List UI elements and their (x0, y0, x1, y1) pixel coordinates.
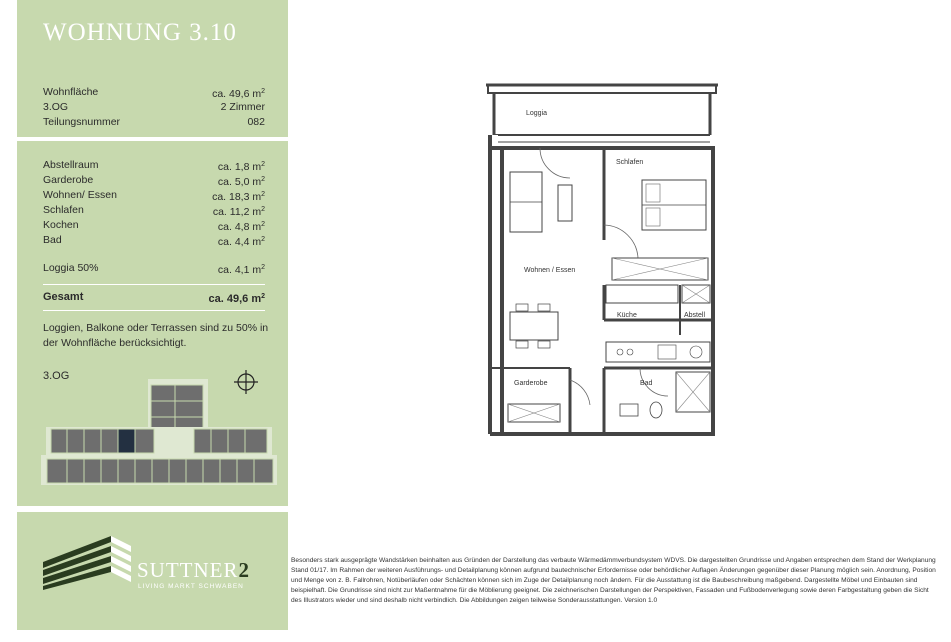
logo-panel (17, 512, 288, 630)
summary-value: 082 (247, 116, 265, 128)
loggia-note: Loggien, Balkone oder Terrassen sind zu 50% in der Wohnfläche berücksichtigt. (43, 322, 269, 349)
total-label: Gesamt (43, 291, 84, 303)
apartment-title: WOHNUNG 3.10 (43, 19, 237, 46)
total-row: Gesamt ca. 49,6 $m^2$ (43, 291, 265, 305)
room-value: ca. 4,8 m (217, 221, 262, 233)
apartment-summary-panel (17, 0, 288, 137)
total-value: ca. 49,6 m (208, 293, 262, 305)
room-row: Garderobe ca. 5,0 $m^2$ (43, 174, 265, 188)
plan-label-schlafen: Schlafen (616, 159, 644, 166)
room-label: Kochen (43, 219, 79, 231)
room-value: ca. 1,8 m (217, 161, 262, 173)
building-logo-icon (41, 532, 133, 590)
plan-label-garderobe: Garderobe (514, 380, 548, 387)
room-value: ca. 5,0 m (217, 176, 262, 188)
apartment-floor-plan (480, 80, 730, 440)
room-label: Garderobe (43, 174, 94, 186)
plan-label-bad: Bad (640, 380, 653, 387)
floor-label: 3.OG (43, 370, 70, 382)
highlighted-unit (118, 429, 135, 453)
room-row: Abstellraum ca. 1,8 $m^2$ (43, 159, 265, 173)
summary-value: 2 Zimmer (220, 101, 265, 113)
summary-label: Teilungsnummer (43, 116, 121, 128)
room-label: Bad (43, 234, 62, 246)
legal-disclaimer: Besonders stark ausgeprägte Wandstärken beinhalten aus Gründen der Darstellung das verbaute Wärmedämmverbundsystem WDVS. Die dargestellten Grundrisse und Angaben entsprechen dem Stand der Werkplanung Stand 01/17. Im Rahmen der weiteren Ausführungs- und Detailplanung können aufgrund bautechnischer Erfordernisse oder behördlicher Auflagen Änderungen gegenüber dieser Planung möglich sein. Anordnung, Position und Menge von z. B. Fallrohren, Notüberläufen oder Schächten können sich im Zuge der Detailplanung noch ändern. Für die Ausstattung ist die Baubeschreibung maßgebend. Dargestellte Möbel und Einbauten sind beispielhaft. Die Grundrisse sind nicht zur Maßentnahme für die Möblierung geeignet. Die zeichnerischen Darstellungen der Perspektiven, Fassaden und Fußbodenverlegung sowie deren Farbgestaltung geben die Sicht des Illustrators wieder und sind deshalb nicht verbindlich. Die Abbildungen zeigen teilweise Sonderausstattungen. Version 1.0 (291, 557, 936, 605)
summary-value: ca. 49,6 m (212, 88, 262, 100)
room-value: ca. 18,3 m (212, 191, 262, 203)
logo-wordmark: SUTTNER2 (137, 558, 250, 582)
loggia-value: ca. 4,1 m (217, 264, 262, 276)
plan-label-kueche: Küche (617, 312, 637, 319)
building-overview-plan (41, 379, 277, 489)
plan-label-abstell: Abstell (684, 312, 706, 319)
room-row: Schlafen ca. 11,2 $m^2$ (43, 204, 265, 218)
summary-row: Wohnfläche ca. 49,6 $m^2$ (43, 86, 265, 100)
room-row: Kochen ca. 4,8 $m^2$ (43, 219, 265, 233)
loggia-row: Loggia 50% ca. 4,1 $m^2$ (43, 262, 265, 276)
room-value: ca. 11,2 m (212, 206, 262, 218)
room-areas-panel (17, 141, 288, 506)
room-label: Abstellraum (43, 159, 99, 171)
plan-label-loggia: Loggia (526, 110, 548, 117)
loggia-label: Loggia 50% (43, 262, 99, 274)
room-value: ca. 4,4 m (217, 236, 262, 248)
plan-label-wohnen: Wohnen / Essen (524, 267, 576, 274)
logo-tagline: LIVING MARKT SCHWABEN (138, 583, 244, 590)
room-row: Wohnen/ Essen ca. 18,3 $m^2$ (43, 189, 265, 203)
summary-label: Wohnfläche (43, 86, 99, 98)
summary-row (43, 115, 265, 129)
divider (43, 310, 265, 311)
room-label: Wohnen/ Essen (43, 189, 117, 201)
summary-row (43, 100, 265, 114)
divider (43, 284, 265, 285)
room-row: Bad ca. 4,4 $m^2$ (43, 234, 265, 248)
room-label: Schlafen (43, 204, 84, 216)
summary-label: 3.OG (43, 101, 69, 113)
